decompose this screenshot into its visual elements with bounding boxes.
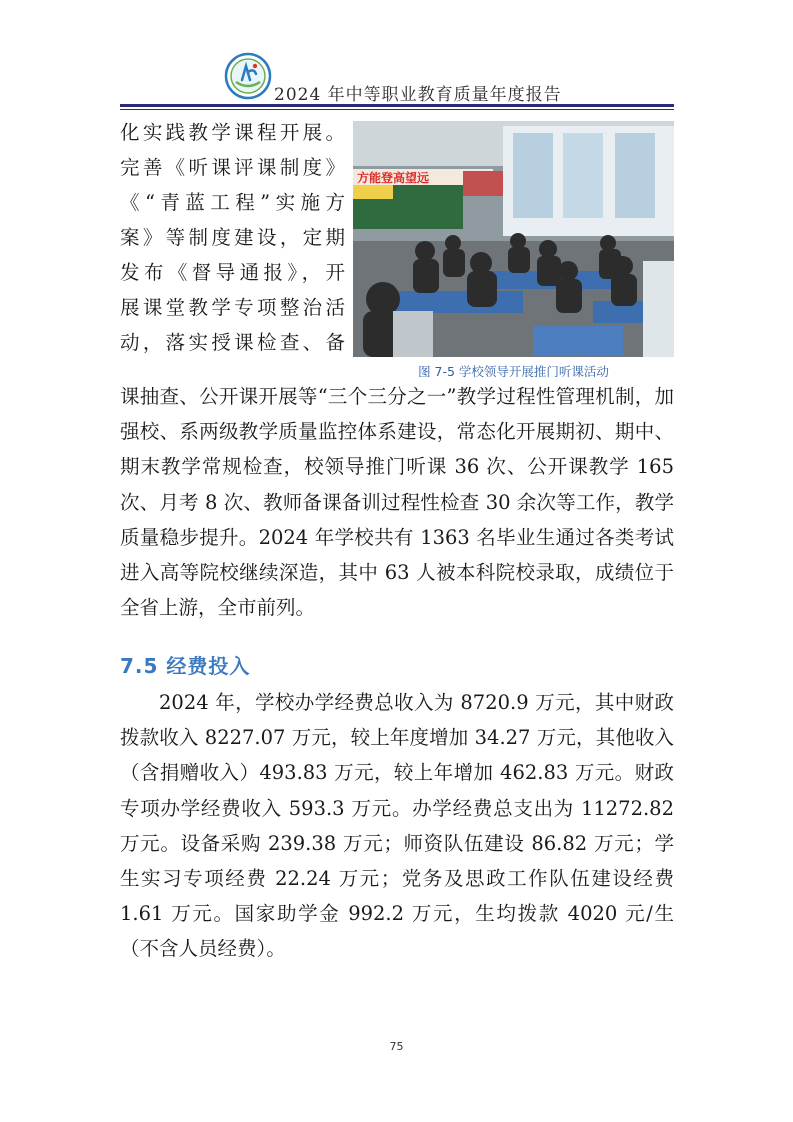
paragraph-continuation: 课抽查、公开课开展等“三个三分之一”教学过程性管理机制，加强校、系两级教学质量监控体系建设，常态化开展期初、期中、期末教学常规检查，校领导推门听课 36 次、公开课教学 165 次、月考 8 次、教师备课备训过程性检查 30 余次等工作，教学质量稳步提升。2024 年学校共有 1363 名毕业生通过各类考试进入高等院校继续深造，其中 63 人被本科院校录取，成绩位于全省上游，全市前列。 xyxy=(120,385,674,620)
report-title: 2024 年中等职业教育质量年度报告 xyxy=(274,85,562,105)
header-divider-thin xyxy=(120,109,674,110)
section-heading: 7.5 经费投入 xyxy=(120,654,251,678)
wrap-line: 发布《督导通报》，开 xyxy=(120,261,345,284)
classroom-photo xyxy=(353,121,674,357)
paragraph-funding: 2024 年，学校办学经费总收入为 8720.9 万元，其中财政拨款收入 8227.07 万元，较上年度增加 34.27 万元，其他收入（含捐赠收入）493.83 万元，较上年增加 462.83 万元。财政专项办学经费收入 593.3 万元。办学经费总支出为 11272.82 万元。设备采购 239.38 万元；师资队伍建设 86.82 万元；学生实习专项经费 22.24 万元；党务及思政工作队伍建设经费 1.61 万元。国家助学金 992.2 万元，生均拨款 4020 元/生（不含人员经费）。 xyxy=(120,691,674,961)
figure-caption: 图 7-5 学校领导开展推门听课活动 xyxy=(418,364,609,379)
wrap-line: 案》等制度建设，定期 xyxy=(120,226,345,249)
classroom-scene xyxy=(353,121,674,357)
school-logo-icon xyxy=(224,52,272,100)
wrap-line: 化实践教学课程开展。 xyxy=(120,121,345,144)
wrap-line: 《“青蓝工程”实施方 xyxy=(120,191,345,214)
header-divider xyxy=(120,104,674,107)
wrap-line: 完善《听课评课制度》 xyxy=(120,156,345,179)
page-number: 75 xyxy=(389,1040,404,1053)
wrap-line: 展课堂教学专项整治活 xyxy=(120,296,345,319)
wrap-line: 动，落实授课检查、备 xyxy=(120,331,345,354)
banner-text: 方能登高望远 xyxy=(357,171,430,185)
